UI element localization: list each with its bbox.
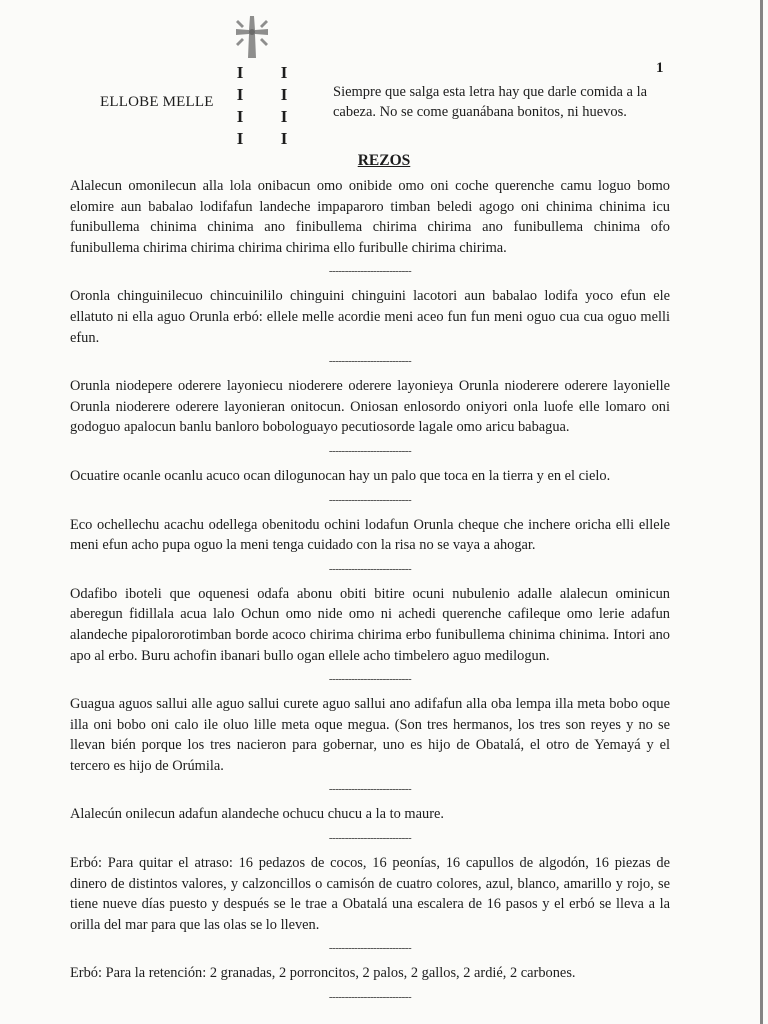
paragraph: Alalecun omonilecun alla lola onibacun omo onibide omo oni coche querenche camu loguo bomo elomire aun babalao lodifafun landeche impaparoro timban beledi agogo oni chinima chinima icu funibullema chinima chinima ano finibullema chirima chirima ano funibullema chinima ofo funibullema chirima chirima chirima chirima ello furibulle chirima chirima. xyxy=(70,178,670,256)
paragraph: Alalecún onilecun adafun alandeche ochucu chucu a la to maure. xyxy=(70,806,444,823)
paragraph: Odafibo iboteli que oquenesi odafa abonu obiti bitire ocuni nubulenio adalle alalecun ominicun aberegun fidillala acua lalo Ochun omo nide omo ni achedi querenche cafileque omo lerie adafun alandeche pipalororotimban borde acoco chirima chirima erbo funibullema chinima chinima. Intori ano apo al erbo. Buru achofin ibanari bullo ogan ellele acho timbelero aguo medilogun. xyxy=(70,585,670,664)
paragraph: Ocuatire ocanle ocanlu acuco ocan dilogunocan hay un palo que toca en la tierra y en el cielo. xyxy=(70,467,611,484)
page-number: 1 xyxy=(656,60,664,76)
separator-line: -------------------------- xyxy=(328,783,412,796)
separator-line: -------------------------- xyxy=(328,562,412,575)
paragraph: Erbó: Para quitar el atraso: 16 pedazos de cocos, 16 peonías, 16 capullos de algodón, 16 piezas de dinero de distintos valores, y calzoncillos o camisón de cuatro colores, azul, blanco, amarillo y rojo, se tiene nueve días puesto y después se le trae a Obatalá una escalera de 16 pasos y el erbó se lleva a la orilla del mar para que las olas se lo lleven. xyxy=(70,855,670,933)
separator-line: -------------------------- xyxy=(328,991,412,1004)
separator-line: -------------------------- xyxy=(328,673,412,686)
rezos-body xyxy=(70,176,670,1012)
paragraph: Erbó: Para la retención: 2 granadas, 2 porroncitos, 2 palos, 2 gallos, 2 ardié, 2 carbones. xyxy=(70,965,576,982)
odu-mark: I xyxy=(236,63,244,82)
separator-line: -------------------------- xyxy=(328,942,412,955)
scan-edge-mark xyxy=(760,0,763,1024)
paragraph: Guagua aguos sallui alle aguo sallui curete aguo sallui ano adifafun alla oba lempa illa meta bobo oque illa oni bobo oni calo ile oluo lille meta oque megua. (Son tres hermanos, los tres son reyes y no se llevan bién porque los tres nacieron para gobernar, uno es hijo de Obatalá, el otro de Yemayá y el tercero es hijo de Orúmila. xyxy=(70,696,670,774)
paragraph: Orunla niodepere oderere layoniecu nioderere oderere layonieya Orunla nioderere oderere layonielle Orunla nioderere oderere layonieran onitocun. Oniosan enlosordo oniyori onla luofe elle lomaro oni godoguo apalocun banlu banloro bobologuayo pecutiosorde lagale omo aricu babagua. xyxy=(70,378,670,436)
odu-right-column xyxy=(276,62,292,150)
paragraph: Eco ochellechu acachu odellega obenitodu ochini lodafun Orunla cheque che inchere oricha elli ellele meni efun acho pupa oguo la meni tenga cuidado con la risa no se vaya a ahogar. xyxy=(70,516,670,554)
separator-line: -------------------------- xyxy=(328,265,412,278)
odu-mark: I xyxy=(280,129,288,148)
odu-sign-marks xyxy=(232,62,296,150)
header-note: Siempre que salga esta letra hay que darle comida a la cabeza. No se come guanábana bonitos, ni huevos. xyxy=(333,84,648,120)
separator-line: -------------------------- xyxy=(328,493,412,506)
cross-emblem-icon xyxy=(228,12,276,64)
odu-mark: I xyxy=(280,85,288,104)
paragraph: Oronla chinguinilecuo chincuinililo chinguini chinguini lacotori aun babalao lodifa yoco efun ele ellatuto ni ella aguo Orunla erbó: ellele melle acordie meni aceo fun fun meni oguo cua cua oguo melli efun. xyxy=(70,288,670,346)
odu-mark: I xyxy=(236,129,244,148)
odu-mark: I xyxy=(280,107,288,126)
separator-line: -------------------------- xyxy=(328,444,412,457)
odu-name: ELLOBE MELLE xyxy=(100,94,214,110)
odu-mark: I xyxy=(280,63,288,82)
section-title: REZOS xyxy=(357,152,411,169)
odu-mark: I xyxy=(236,107,244,126)
separator-line: -------------------------- xyxy=(328,355,412,368)
separator-line: -------------------------- xyxy=(328,832,412,845)
odu-mark: I xyxy=(236,85,244,104)
odu-left-column xyxy=(232,62,248,150)
